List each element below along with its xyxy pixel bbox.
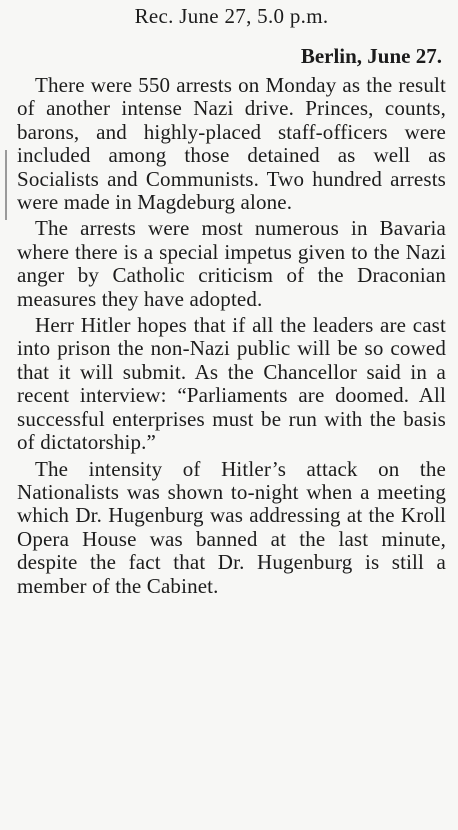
paragraph-hitler-hopes: Herr Hitler hopes that if all the leaders are cast into prison the non-Nazi public will be so cowed that it will submit. As the Chancellor said in a recent interview: “Parliaments are doomed. All successful enterprises must be run with the basis of dictatorship.” [17,313,446,455]
column-edge-mark [5,150,7,220]
paragraph-bavaria: The arrests were most numerous in Bavaria where there is a special impetus given to the Nazi anger by Catholic criticism of the Draconian measures they have adopted. [17,216,446,311]
received-line: Rec. June 27, 5.0 p.m. [134,4,329,28]
paragraph-arrests: There were 550 arrests on Monday as the result of another intense Nazi drive. Princes, counts, barons, and highly-placed staff-officers were included among those detained as well as Socialists and Communists. Two hundred arrests were made in Magdeburg alone. [17,73,446,215]
paragraph-nationalists: The intensity of Hitler’s attack on the Nationalists was shown to-night when a meeting which Dr. Hugenburg was addressing at the Kroll Opera House was banned at the last minute, despite the fact that Dr. Hugenburg is still a member of the Cabinet. [17,456,446,598]
dateline: Berlin, June 27. [300,44,442,68]
